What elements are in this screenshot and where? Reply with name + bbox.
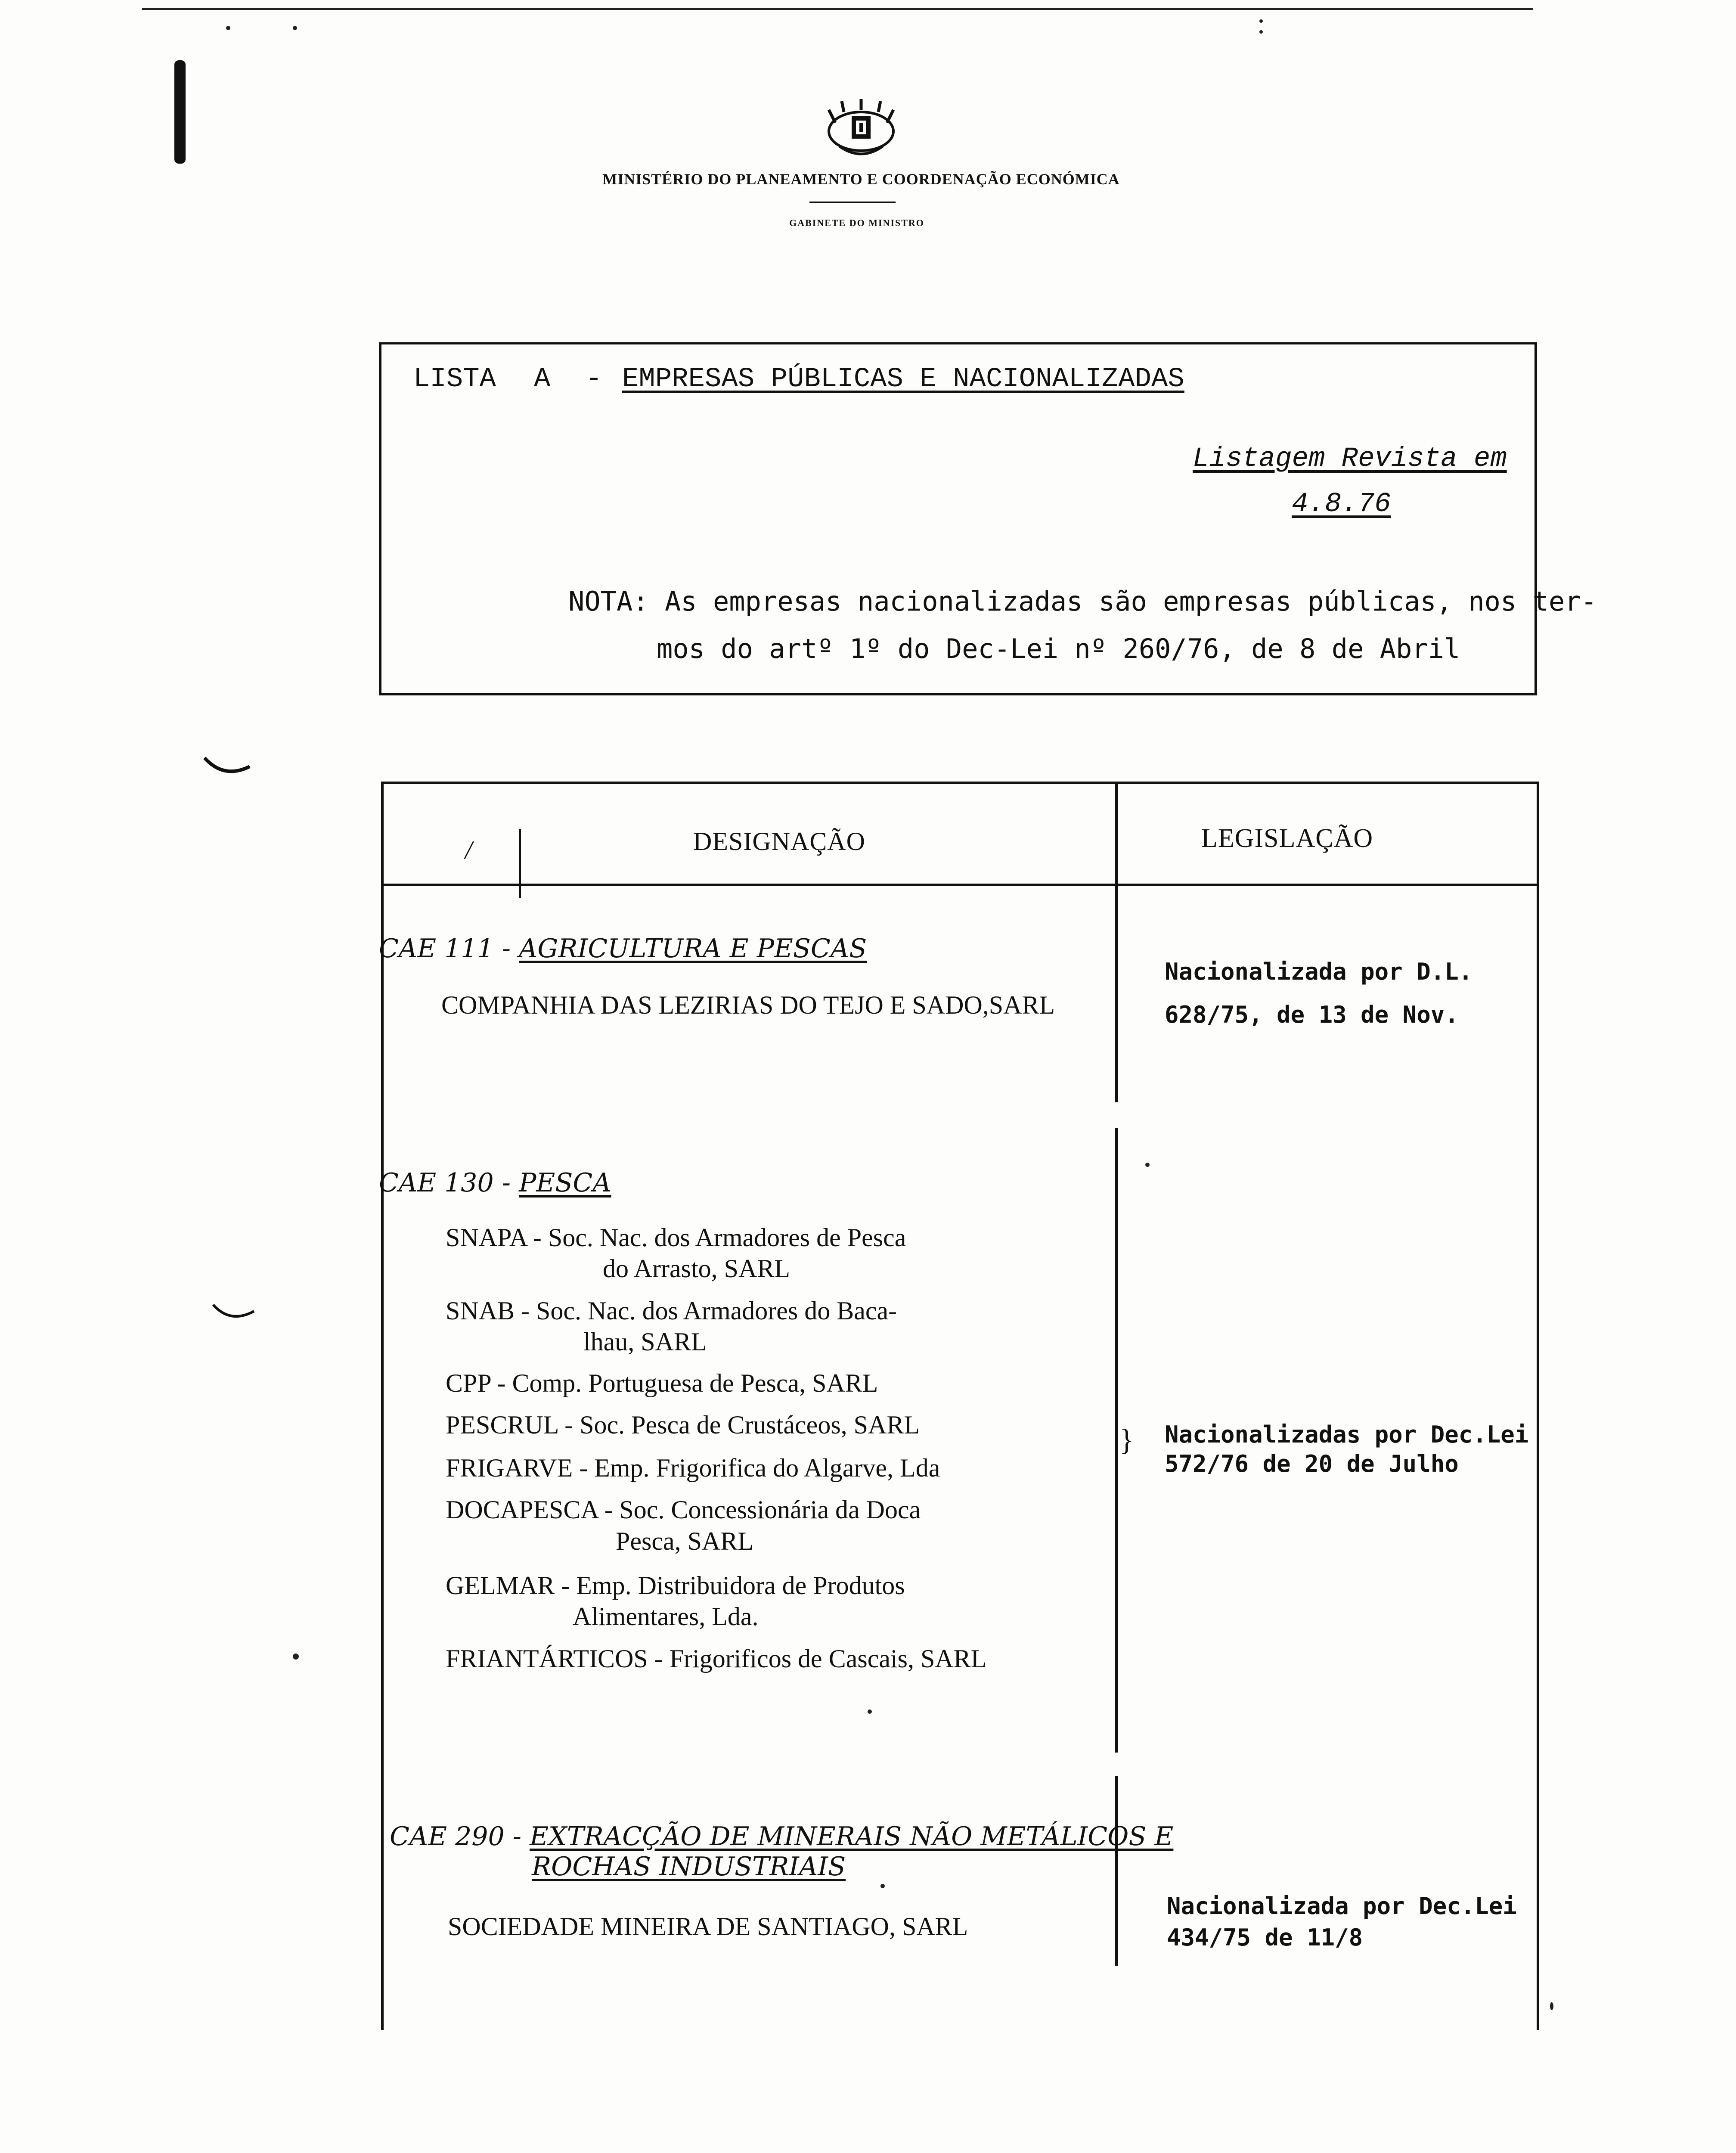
section-heading <box>390 1821 1173 1852</box>
company-entry: COMPANHIA DAS LEZIRIAS DO TEJO E SADO,SARL <box>441 991 1055 1019</box>
speck <box>1259 30 1263 34</box>
header-slash-mark: / <box>465 836 472 864</box>
company-entry: SNAPA - Soc. Nac. dos Armadores de Pesca <box>446 1223 906 1252</box>
legislation-line: Nacionalizada por D.L. <box>1165 958 1473 985</box>
company-entry: SOCIEDADE MINEIRA DE SANTIAGO, SARL <box>448 1912 968 1941</box>
section-heading <box>379 934 867 964</box>
company-entry: SNAB - Soc. Nac. dos Armadores do Baca- <box>446 1297 897 1325</box>
ministry-rule <box>809 202 896 203</box>
speck <box>1259 19 1263 23</box>
company-entry-cont: do Arrasto, SARL <box>603 1254 790 1283</box>
legislation-line: Nacionalizadas por Dec.Lei <box>1165 1421 1529 1448</box>
lista-letter: A <box>534 364 551 395</box>
header-mark <box>519 829 521 898</box>
lista-title: EMPRESAS PÚBLICAS E NACIONALIZADAS <box>622 364 1184 395</box>
section-code: CAE 290 - <box>390 1821 521 1852</box>
company-entry: FRIGARVE - Emp. Frigorifica do Algarve, Lda <box>446 1454 940 1482</box>
section-title: EXTRACÇÃO DE MINERAIS NÃO METÁLICOS E <box>530 1821 1174 1852</box>
company-entry: GELMAR - Emp. Distribuidora de Produtos <box>446 1571 905 1600</box>
header-designacao: DESIGNAÇÃO <box>693 827 865 856</box>
lista-dash: - <box>586 364 602 395</box>
speck <box>293 26 297 30</box>
margin-mark <box>202 754 254 784</box>
brace-mark: } <box>1119 1424 1134 1457</box>
company-entry-cont: lhau, SARL <box>583 1328 707 1356</box>
revision-date: 4.8.76 <box>1292 489 1391 520</box>
legislation-line: 628/75, de 13 de Nov. <box>1165 1001 1459 1028</box>
section-code: CAE 130 - <box>379 1168 511 1198</box>
nota-line-1: NOTA: As empresas nacionalizadas são empresas públicas, nos ter- <box>568 586 1597 617</box>
header-legislacao: LEGISLAÇÃO <box>1201 824 1373 853</box>
company-entry-cont: Alimentares, Lda. <box>573 1602 759 1631</box>
margin-mark <box>211 1300 258 1331</box>
scan-edge-line <box>142 8 1533 10</box>
company-entry: DOCAPESCA - Soc. Concessionária da Doca <box>446 1495 921 1524</box>
section-heading <box>379 1168 611 1198</box>
punch-mark <box>174 60 186 164</box>
nota-line-2: mos do artº 1º do Dec-Lei nº 260/76, de 8 de Abril <box>657 633 1460 664</box>
speck <box>1550 2002 1553 2010</box>
table-header-rule <box>381 884 1539 886</box>
column-divider-gap <box>1111 1753 1124 1776</box>
revision-note: Listagem Revista em <box>1193 444 1507 475</box>
company-entry-cont: Pesca, SARL <box>616 1527 753 1555</box>
column-divider-gap <box>1111 1102 1124 1128</box>
company-entry: PESCRUL - Soc. Pesca de Crustáceos, SARL <box>446 1411 920 1439</box>
company-entry: CPP - Comp. Portuguesa de Pesca, SARL <box>446 1369 878 1397</box>
section-code: CAE 111 - <box>379 934 511 964</box>
legislation-line: 434/75 de 11/8 <box>1167 1924 1363 1951</box>
section-title-cont <box>532 1852 846 1882</box>
speck <box>226 26 230 30</box>
column-divider <box>1115 782 1118 1966</box>
coat-of-arms-icon <box>818 97 904 161</box>
section-title: AGRICULTURA E PESCAS <box>519 934 867 964</box>
legislation-line: 572/76 de 20 de Julho <box>1165 1450 1459 1477</box>
speck <box>293 1654 299 1660</box>
cabinet-name: GABINETE DO MINISTRO <box>789 217 924 228</box>
section-title-line-2: ROCHAS INDUSTRIAIS <box>532 1852 846 1882</box>
ministry-name: MINISTÉRIO DO PLANEAMENTO E COORDENAÇÃO ECONÓMICA <box>602 171 1120 188</box>
legislation-line: Nacionalizada por Dec.Lei <box>1167 1892 1517 1920</box>
lista-label: LISTA <box>413 364 496 395</box>
company-entry: FRIANTÁRTICOS - Frigorificos de Cascais, SARL <box>446 1644 987 1673</box>
section-title: PESCA <box>519 1168 611 1198</box>
